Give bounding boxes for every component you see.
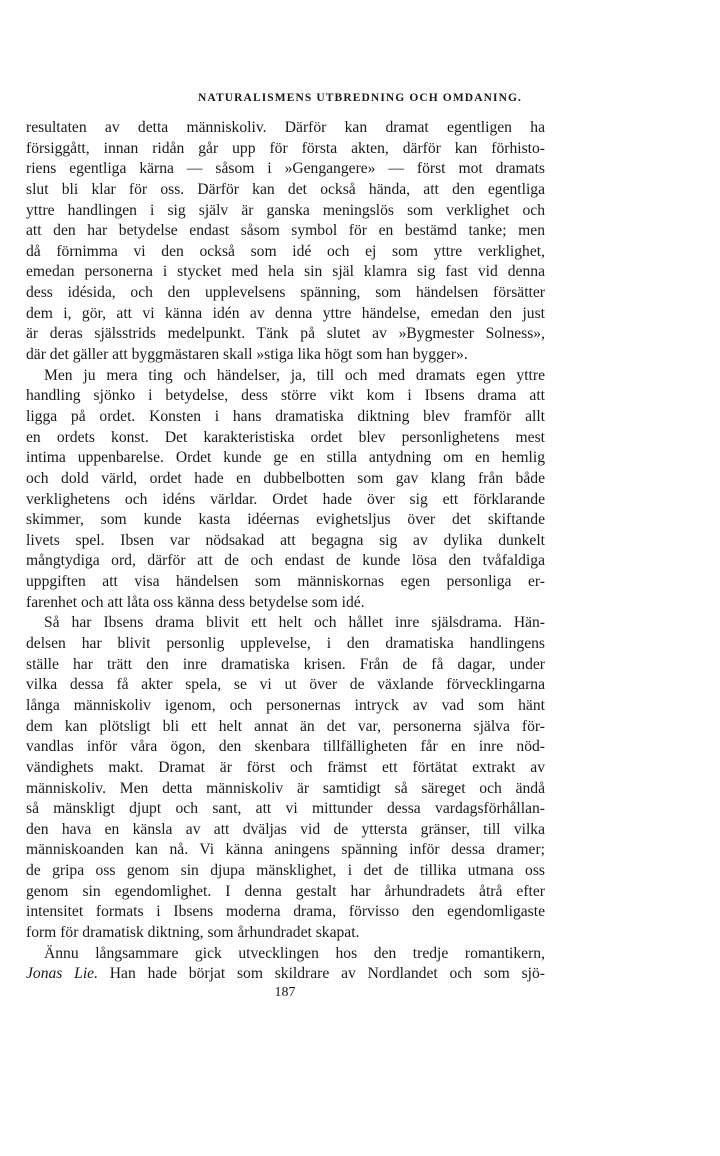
text-line: vandlas inför våra ögon, den skenbara tillfälligheten får en inre nöd- [26,738,545,756]
text-line: genom sin egendomlighet. I denna gestalt har århundradets åtrå efter [26,882,545,900]
text-line: dem i, gör, att vi känna idén av denna yttre händelse, emedan den just [26,304,545,322]
text-line: dem kan plötsligt bli ett helt annat än det var, personerna själva för- [26,717,545,735]
text-line: så mänskligt djupt och sant, att vi mittunder dessa vardagsförhållan- [26,800,545,818]
text-line: ställe har trätt den inre dramatiska krisen. Från de få dagar, under [26,655,545,673]
text-line: Men ju mera ting och händelser, ja, till och med dramats egen yttre [44,366,545,384]
text-line: emedan personerna i stycket med hela sin själ klamra sig fast vid denna [26,263,545,281]
text-line: handling sjönko i betydelse, dess större vikt kom i Ibsens drama att [26,387,545,405]
text-line: riens egentliga kärna — såsom i »Gengangere» — först mot dramats [26,160,545,178]
text-line: långa människoliv igenom, och personernas intryck av vad som hänt [26,696,545,714]
text-line: farenhet och att låta oss känna dess betydelse som idé. [26,593,365,611]
text-line: de gripa oss genom sin djupa mänsklighet, i det de tillika utmana oss [26,862,545,880]
text-line: är deras själsstrids medelpunkt. Tänk på slutet av »Bygmester Solness», [26,325,545,343]
text-line: intensitet formats i Ibsens moderna drama, förvisso den egendomligaste [26,903,545,921]
text-line: slut bli klar för oss. Därför kan det också hända, att den egentliga [26,180,545,198]
text-line: intima uppenbarelse. Ordet kunde ge en stilla antydning om en hemlig [26,449,545,467]
text-line: verklighetens och idéns världar. Ordet hade över sig ett förklarande [26,490,545,508]
text-line: Så har Ibsens drama blivit ett helt och hållet inre själsdrama. Hän- [44,614,545,632]
text-line: Ännu långsammare gick utvecklingen hos den tredje romantikern, [44,944,545,962]
body-text [26,118,545,985]
text-line: mångtydiga ord, därför att de och endast de kunde lösa den tvåfaldiga [26,552,545,570]
text-line: där det gäller att byggmästaren skall »stiga lika högt som han bygger». [26,346,468,364]
text-line: form för dramatisk diktning, som århundradet skapat. [26,923,360,941]
author-name: Jonas Lie. [26,965,98,983]
text-line: yttre handlingen i sig själv är ganska meningslös som verklighet och [26,201,545,219]
text-line: dess idésida, och den upplevelsens spänning, som händelsen försätter [26,284,545,302]
text-line: skimmer, som kunde kasta idéernas evighetsljus över det skiftande [26,511,545,529]
text-line-rest: Han hade börjat som skildrare av Nordlandet och som sjö- [109,965,545,983]
text-line: vändighets makt. Dramat är först och främst ett förtätat extrakt av [26,758,545,776]
text-line: resultaten av detta människoliv. Därför kan dramat egentligen ha [26,119,545,136]
text-line: en ordets konst. Det karakteristiska ordet blev personlighetens mest [26,428,545,446]
text-line: människoliv. Men detta människoliv är samtidigt så säreget och ändå [26,779,545,797]
text-line: ligga på ordet. Konsten i hans dramatiska diktning blev framför allt [26,407,545,425]
text-line: den hava en känsla av att dväljas vid de yttersta gränser, till vilka [26,820,545,838]
text-line: delsen har blivit personlig upplevelse, i den dramatiska handlingens [26,635,545,653]
text-line: och dold värld, ordet hade en dubbelbotten som gav klang från både [26,469,545,487]
running-head: NATURALISMENS UTBREDNING OCH OMDANING. [198,92,522,104]
text-line: försiggått, innan ridån går upp för första akten, därför kan förhisto- [26,139,545,157]
text-line-final [26,964,545,985]
page-number: 187 [274,985,296,1000]
text-line: att den har betydelse endast såsom symbol för en bestämd tanke; men [26,222,545,240]
text-line: uppgiften att visa händelsen som människornas egen personliga er- [26,573,545,591]
text-line: människoanden kan nå. Vi känna aningens spänning inför dessa dramer; [26,841,545,859]
text-line: vilka dessa få akter spela, se vi ut över de växlande förvecklingarna [26,676,545,694]
text-line: då förnimma vi den också som idé och ej som yttre verklighet, [26,242,545,260]
text-line: livets spel. Ibsen var nödsakad att begagna sig av dylika dunkelt [26,531,545,549]
